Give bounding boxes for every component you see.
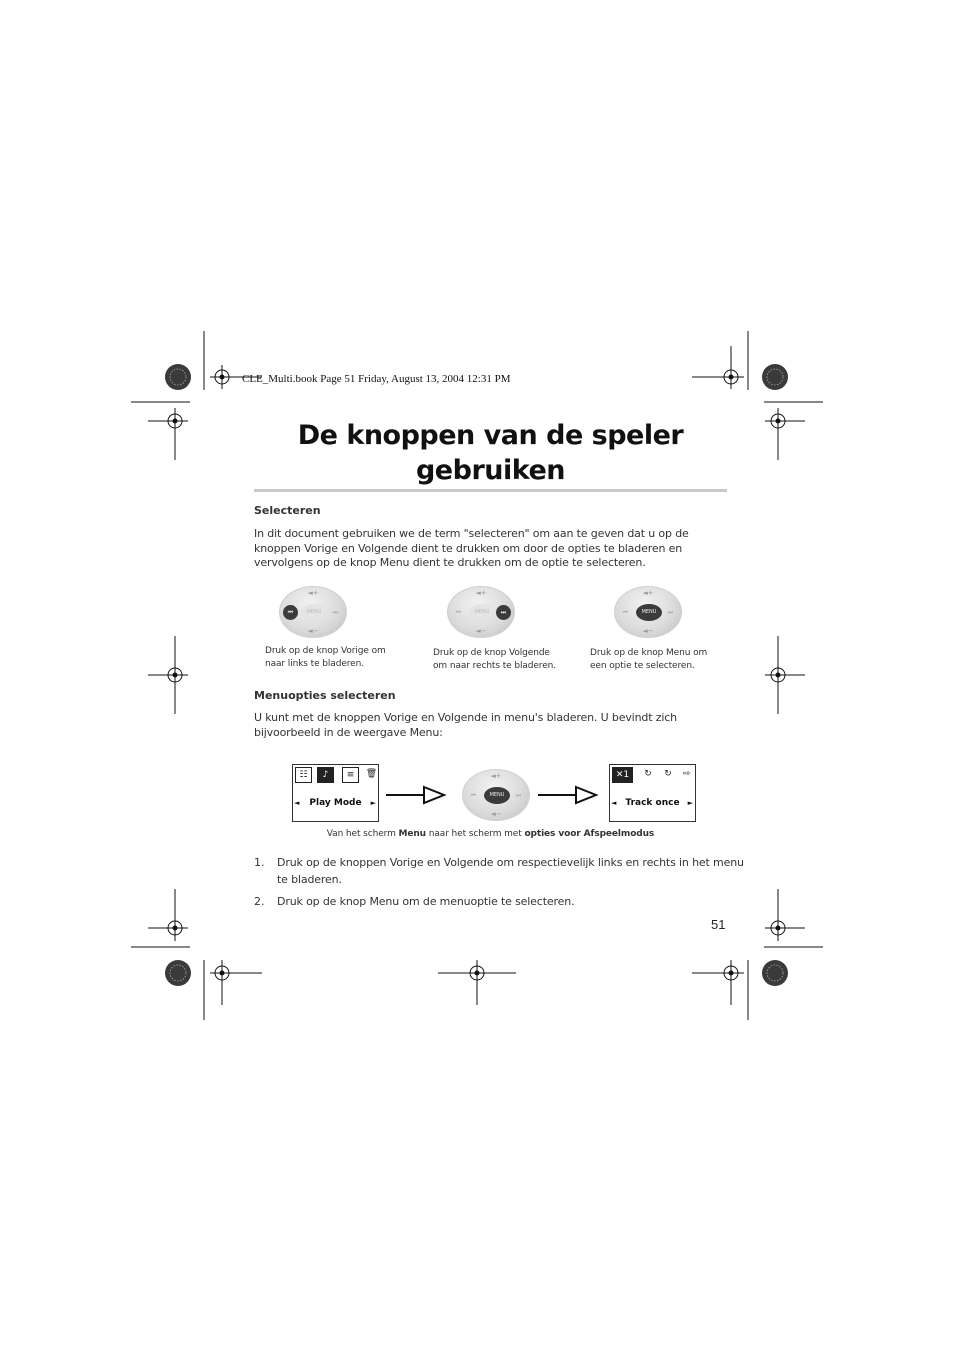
screen-menu-label: Play Mode bbox=[309, 798, 362, 808]
volume-down-icon: ◄− bbox=[475, 627, 487, 635]
repeat-icon: ↻ bbox=[644, 769, 652, 779]
arrow-right-icon: ► bbox=[370, 799, 376, 807]
control-pad-next bbox=[447, 586, 515, 638]
volume-up-icon: ◄+ bbox=[475, 589, 487, 597]
previous-button-icon: ⏮ bbox=[455, 609, 462, 616]
menu-button-icon: MENU bbox=[484, 787, 510, 804]
volume-down-icon: ◄− bbox=[490, 810, 502, 818]
figure-caption bbox=[254, 828, 727, 841]
previous-button-icon: ⏮ bbox=[622, 609, 629, 616]
page-number: 51 bbox=[711, 917, 726, 932]
control-pad-menu bbox=[614, 586, 682, 638]
figure-caption-part1: Van het scherm bbox=[326, 829, 399, 839]
volume-down-icon: ◄− bbox=[642, 627, 654, 635]
caption-prev bbox=[265, 645, 386, 671]
caption-next-line1: Druk op de knop Volgende bbox=[433, 648, 550, 658]
section-heading-selecteren: Selecteren bbox=[254, 504, 321, 517]
repeat-one-icon: ↻ bbox=[664, 769, 672, 779]
screen-menu-icons bbox=[295, 767, 376, 784]
arrow-right-icon: ► bbox=[687, 799, 693, 807]
screen-menu bbox=[292, 764, 379, 822]
arrow-right-2 bbox=[538, 784, 600, 806]
play-mode-icon: ♪ bbox=[317, 767, 334, 783]
step-1-text bbox=[277, 856, 744, 887]
previous-button-icon: ⏮ bbox=[470, 792, 477, 799]
page-title bbox=[254, 418, 727, 488]
next-button-icon: ⏭ bbox=[515, 792, 522, 799]
page-title-line1: De knoppen van de speler bbox=[297, 420, 684, 451]
step-1-number: 1. bbox=[254, 856, 265, 869]
caption-next-line2: om naar rechts te bladeren. bbox=[433, 661, 557, 671]
arrow-left-icon: ◄ bbox=[294, 799, 300, 807]
file-info-header: CLE_Multi.book Page 51 Friday, August 13, 2004 12:31 PM bbox=[242, 373, 511, 385]
caption-prev-line1: Druk op de knop Vorige om bbox=[265, 646, 386, 656]
next-button-icon: ⏭ bbox=[667, 609, 674, 616]
figure-caption-part2: naar het scherm met bbox=[426, 829, 525, 839]
previous-button-icon: ⏮ bbox=[283, 605, 298, 620]
arrow-left-icon: ◄ bbox=[611, 799, 617, 807]
screen-play-mode-options bbox=[609, 764, 696, 822]
menu-button-icon: MENU bbox=[301, 604, 327, 621]
caption-menu-line1: Druk op de knop Menu om bbox=[590, 648, 708, 658]
next-button-icon: ⏭ bbox=[496, 605, 511, 620]
trash-icon: 🗑 bbox=[365, 769, 378, 779]
figure-caption-bold1: Menu bbox=[398, 829, 426, 839]
repeat-off-icon: ✕1 bbox=[612, 767, 633, 783]
section-body-selecteren: In dit document gebruiken we de term "selecteren" om aan te geven dat u op de knoppen Vorige en Volgende dient te drukken om door de opties te bladeren en vervolgens op de knop Menu dient te drukken om de optie te selecteren. bbox=[254, 527, 689, 569]
step-2-text: Druk op de knop Menu om de menuoptie te selecteren. bbox=[277, 895, 575, 908]
figure-caption-bold2: opties voor Afspeelmodus bbox=[524, 829, 655, 839]
section-heading-menuopties: Menuopties selecteren bbox=[254, 689, 396, 702]
control-pad-figure bbox=[462, 769, 530, 821]
page-title-line2: gebruiken bbox=[415, 455, 566, 486]
library-icon: ☷ bbox=[295, 767, 312, 783]
caption-next bbox=[433, 647, 556, 673]
next-track-icon: ⇨ bbox=[682, 769, 691, 779]
menu-button-icon: MENU bbox=[636, 604, 662, 621]
step-2-number: 2. bbox=[254, 895, 265, 908]
volume-up-icon: ◄+ bbox=[307, 589, 319, 597]
section-body-menuopties: U kunt met de knoppen Vorige en Volgende in menu's bladeren. U bevindt zich bijvoorbeeld in de weergave Menu: bbox=[254, 711, 678, 739]
caption-menu-line2: een optie te selecteren. bbox=[590, 661, 695, 671]
caption-prev-line2: naar links te bladeren. bbox=[265, 659, 364, 669]
equalizer-icon: ≡ bbox=[342, 767, 359, 783]
volume-down-icon: ◄− bbox=[307, 627, 319, 635]
title-rule bbox=[254, 489, 727, 492]
step-1-line1: Druk op de knoppen Vorige en Volgende om respectievelijk links en rechts in het menu bbox=[277, 856, 744, 869]
volume-up-icon: ◄+ bbox=[490, 772, 502, 780]
step-1-line2: te bladeren. bbox=[277, 872, 342, 886]
caption-menu bbox=[590, 647, 707, 673]
screen-options-label: Track once bbox=[625, 798, 680, 808]
volume-up-icon: ◄+ bbox=[642, 589, 654, 597]
control-pad-prev bbox=[279, 586, 347, 638]
arrow-right-1 bbox=[386, 784, 448, 806]
menu-button-icon: MENU bbox=[469, 604, 495, 621]
screen-options-icons bbox=[612, 767, 693, 784]
next-button-icon: ⏭ bbox=[332, 609, 339, 616]
